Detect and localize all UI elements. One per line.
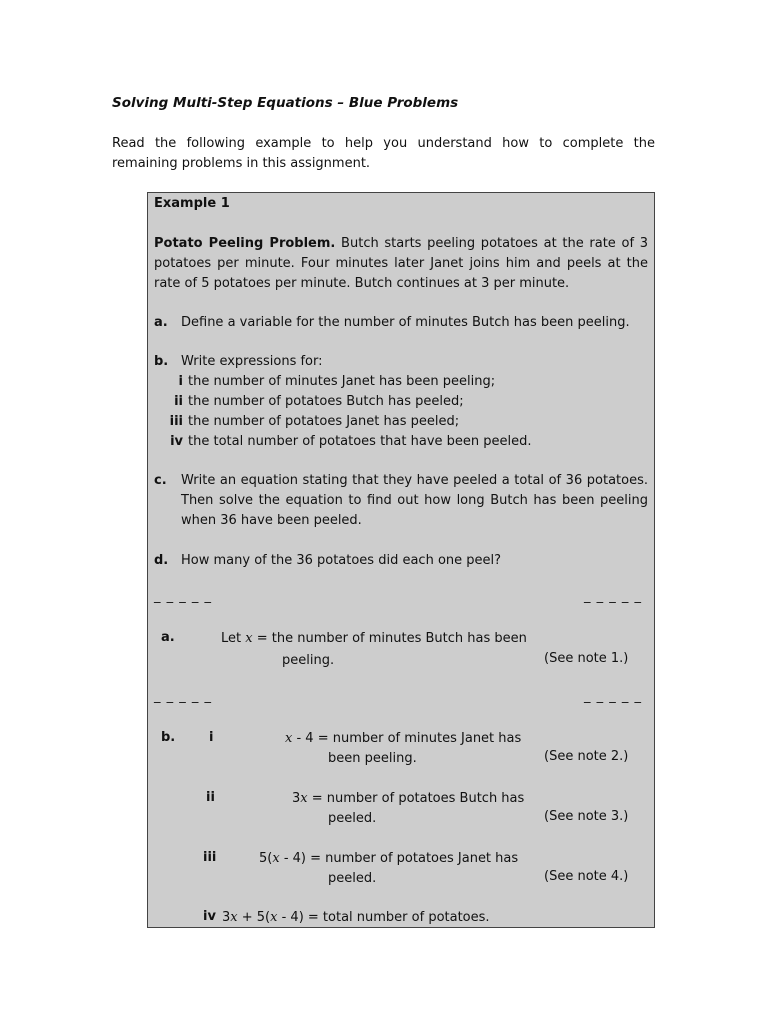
question-b-item-iv (154, 432, 532, 452)
question-label: c. (154, 473, 167, 488)
solution-b-ii-line2: peeled. (328, 811, 377, 826)
question-label: d. (154, 553, 169, 568)
question-text: Write an equation stating that they have peeled a total of 36 potatoes. Then solve the equation to find out how long Butch has been peeling when 36 have been peeled. (181, 473, 648, 528)
variable-x: x (270, 910, 278, 925)
divider-left: _ _ _ _ _ (154, 689, 213, 704)
expr-before: 3 (222, 910, 231, 925)
divider-left: _ _ _ _ _ (154, 589, 213, 604)
solution-b-iii-line2: peeled. (328, 871, 377, 886)
solution-a-line2: peeling. (282, 653, 335, 668)
question-c (154, 471, 648, 531)
variable-x: x (245, 631, 253, 646)
variable-x: x (300, 791, 308, 806)
note-2: (See note 2.) (544, 749, 629, 764)
item-text: the number of potatoes Butch has peeled; (188, 394, 464, 409)
question-b (154, 352, 648, 372)
solution-b-i-line2: been peeling. (328, 751, 417, 766)
question-text: Define a variable for the number of minutes Butch has been peeling. (181, 315, 630, 330)
item-label: ii (174, 394, 183, 409)
solution-b-iv-label: iv (203, 909, 216, 924)
solution-b-iii-label: iii (203, 850, 217, 865)
solution-b-ii-label: ii (206, 790, 215, 805)
expr-middle: + 5( (237, 910, 271, 925)
note-4: (See note 4.) (544, 869, 629, 884)
solution-b-iii-line1 (259, 849, 518, 869)
intro-paragraph: Read the following example to help you understand how to complete the remaining problems in this assignment. (112, 136, 655, 171)
expr-after: = number of potatoes Butch has (307, 791, 525, 806)
item-label: iv (170, 434, 183, 449)
expr-before: 3 (292, 791, 301, 806)
expr-after: - 4) = number of potatoes Janet has (279, 851, 519, 866)
variable-x: x (285, 731, 293, 746)
item-label: i (178, 374, 183, 389)
expr-before: 5( (259, 851, 273, 866)
solution-a-label: a. (161, 630, 175, 645)
note-3: (See note 3.) (544, 809, 629, 824)
item-text: the total number of potatoes that have been peeled. (188, 434, 532, 449)
problem-text: Butch starts peeling potatoes at the rate of 3 potatoes per minute. Four minutes later Janet joins him and peels at the rate of 5 potatoes per minute. Butch continues at 3 per minute. (154, 236, 649, 291)
question-b-item-i (154, 372, 495, 392)
variable-x: x (230, 910, 238, 925)
solution-b-i-line1 (285, 729, 521, 749)
solution-b-label: b. (161, 730, 176, 745)
question-d (154, 551, 648, 571)
item-label: iii (169, 414, 183, 429)
item-text: the number of minutes Janet has been peeling; (188, 374, 496, 389)
question-label: b. (154, 354, 169, 369)
question-text: Write expressions for: (181, 354, 323, 369)
expr-after: - 4 = number of minutes Janet has (292, 731, 522, 746)
example-box (147, 192, 655, 928)
document-title: Solving Multi-Step Equations – Blue Problems (112, 95, 459, 111)
example-heading: Example 1 (154, 196, 230, 211)
question-text: How many of the 36 potatoes did each one peel? (181, 553, 502, 568)
solution-b-i-label: i (209, 730, 214, 745)
solution-text: = the number of minutes Butch has been (252, 631, 527, 646)
problem-title: Potato Peeling Problem. (154, 236, 336, 251)
question-a (154, 313, 648, 333)
divider-right: _ _ _ _ _ (584, 589, 643, 604)
solution-b-ii-line1 (292, 789, 524, 809)
question-b-item-ii (154, 392, 464, 412)
expr-after: - 4) = total number of potatoes. (277, 910, 490, 925)
variable-x: x (272, 851, 280, 866)
solution-a-line1 (221, 629, 527, 649)
question-label: a. (154, 315, 168, 330)
divider-right: _ _ _ _ _ (584, 689, 643, 704)
let-word: Let (221, 631, 242, 646)
problem-statement (154, 234, 648, 294)
question-b-item-iii (154, 412, 459, 432)
item-text: the number of potatoes Janet has peeled; (188, 414, 460, 429)
note-1: (See note 1.) (544, 651, 629, 666)
solution-b-iv-line1 (222, 908, 490, 928)
